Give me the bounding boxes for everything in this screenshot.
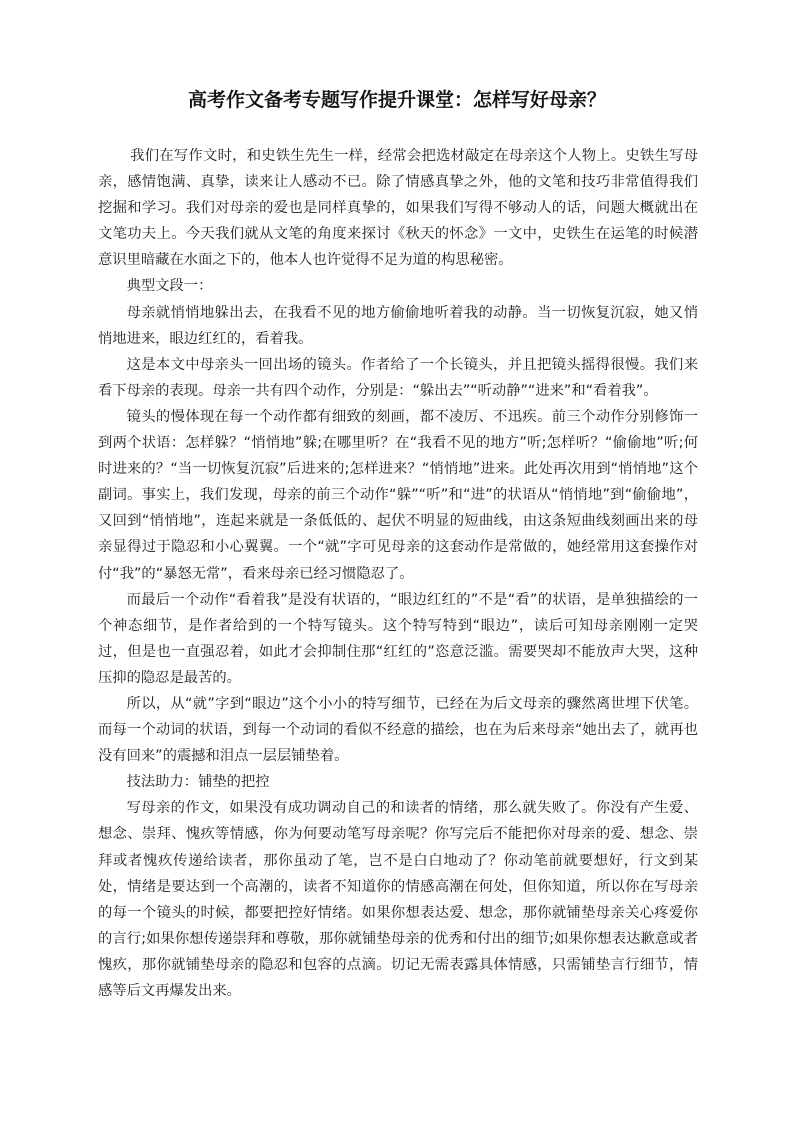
paragraph-heading-technique: 技法助力：铺垫的把控 <box>126 774 270 791</box>
document-title: 高考作文备考专题写作提升课堂：怎样写好母亲？ <box>187 89 606 111</box>
paragraph-analysis-3: 而最后一个动作“看着我”是没有状语的，“眼边红红的”不是“看”的状语，是单独描绘的一个神态细节，是作者给到的一个特写镜头。这个特写特到“眼边”，读后可知母亲刚刚一定哭过，但是也一直强忍着，如此才会抑制住那“红红的”恣意泛滥。需要哭却不能放声大哭，这种压抑的隐忍是最苦的。 <box>98 591 698 686</box>
paragraph-quoted-passage: 母亲就悄悄地躲出去，在我看不见的地方偷偷地听着我的动静。当一切恢复沉寂，她又悄悄地进来，眼边红红的，看着我。 <box>98 304 698 347</box>
paragraph-analysis-1: 这是本文中母亲头一回出场的镜头。作者给了一个长镜头，并且把镜头摇得很慢。我们来看下母亲的表现。母亲一共有四个动作，分别是：“躲出去”“听动静”“进来”和“看着我”。 <box>98 356 698 399</box>
paragraph-technique-body: 写母亲的作文，如果没有成功调动自己的和读者的情绪，那么就失败了。你没有产生爱、想念、崇拜、愧疚等情感，你为何要动笔写母亲呢？你写完后不能把你对母亲的爱、想念、崇拜或者愧疚传递给读者，那你虽动了笔，岂不是白白地动了？你动笔前就要想好，行文到某处，情绪是要达到一个高潮的，读者不知道你的情感高潮在何处，但你知道，所以你在写母亲的每一个镜头的时候，都要把控好情绪。如果你想表达爱、想念，那你就铺垫母亲关心疼爱你的言行;如果你想传递崇拜和尊敬，那你就铺垫母亲的优秀和付出的细节;如果你想表达歉意或者愧疚，那你就铺垫母亲的隐忍和包容的点滴。切记无需表露具体情感，只需铺垫言行细节，情感等后文再爆发出来。 <box>98 800 698 999</box>
paragraph-intro: 我们在写作文时，和史铁生先生一样，经常会把选材敲定在母亲这个人物上。史铁生写母亲，感情饱满、真挚，读来让人感动不已。除了情感真挚之外，他的文笔和技巧非常值得我们挖掘和学习。我们对母亲的爱也是同样真挚的，如果我们写得不够动人的话，问题大概就出在文笔功夫上。今天我们就从文笔的角度来探讨《秋天的怀念》一文中，史铁生在运笔的时候潜意识里暗藏在水面之下的，他本人也许觉得不足为道的构思秘密。 <box>98 148 698 269</box>
paragraph-analysis-2: 镜头的慢体现在每一个动作都有细致的刻画，都不凌厉、不迅疾。前三个动作分别修饰一到两个状语：怎样躲？“悄悄地”躲;在哪里听？在“我看不见的地方”听;怎样听？“偷偷地”听;何时进来的？“当一切恢复沉寂”后进来的;怎样进来？“悄悄地”进来。此处再次用到“悄悄地”这个副词。事实上，我们发现，母亲的前三个动作“躲”“听”和“进”的状语从“悄悄地”到“偷偷地”，又回到“悄悄地”，连起来就是一条低低的、起伏不明显的短曲线，由这条短曲线刻画出来的母亲显得过于隐忍和小心翼翼。一个“就”字可见母亲的这套动作是常做的，她经常用这套操作对付“我”的“暴怒无常”，看来母亲已经习惯隐忍了。 <box>98 408 698 582</box>
document-body <box>98 143 698 1004</box>
paragraph-analysis-4: 所以，从“就”字到“眼边”这个小小的特写细节，已经在为后文母亲的骤然离世埋下伏笔。而每一个动词的状语，到每一个动词的看似不经意的描绘，也在为后来母亲“她出去了，就再也没有回来”的震撼和泪点一层层铺垫着。 <box>98 695 698 765</box>
paragraph-heading-typical-passage: 典型文段一： <box>126 278 213 295</box>
